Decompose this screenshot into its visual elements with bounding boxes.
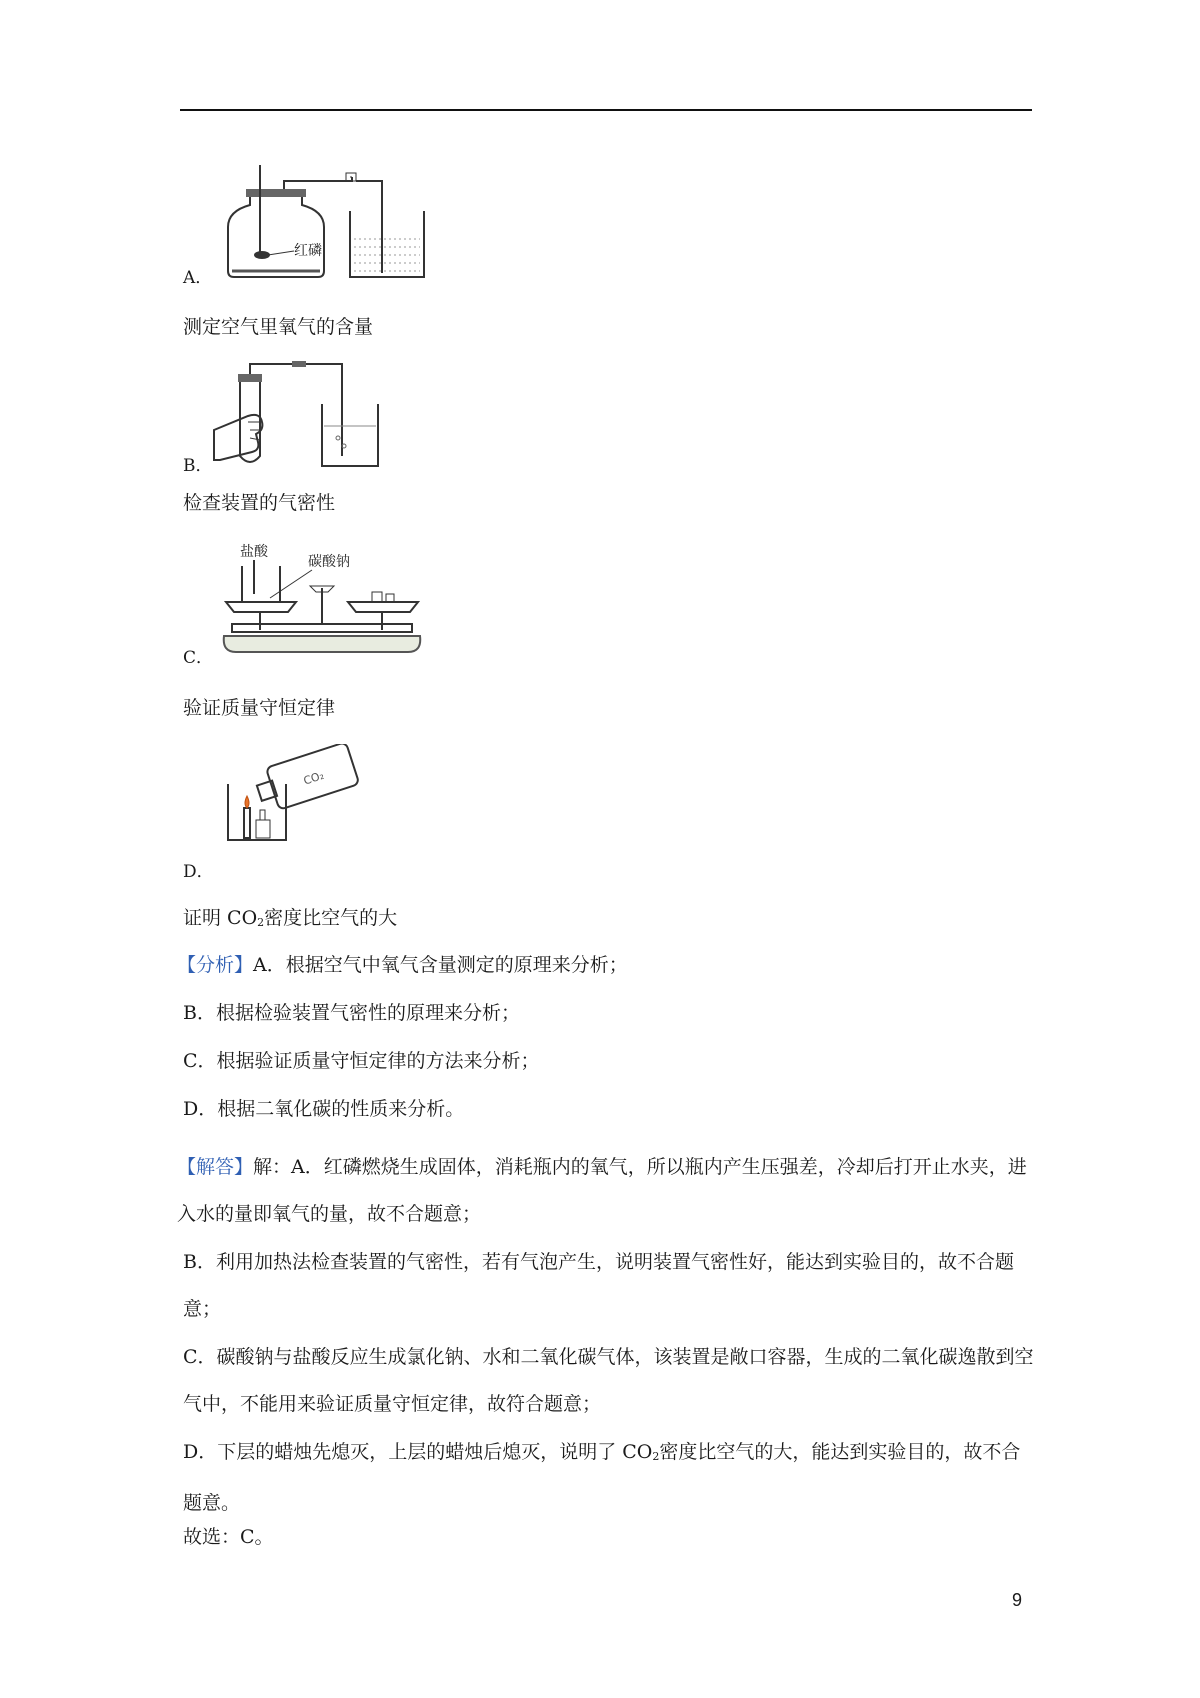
- option-d-caption: [183, 905, 397, 936]
- figure-d-co2-label: CO₂: [301, 768, 326, 788]
- header-rule: [180, 109, 1032, 111]
- answer-text-a: 解：A．红磷燃烧生成固体，消耗瓶内的氧气，所以瓶内产生压强差，冷却后打开止水夹，进入水的量即氧气的量，故不合题意；: [177, 1156, 1027, 1225]
- analysis-line-d: D．根据二氧化碳的性质来分析。: [183, 1098, 465, 1120]
- figure-a-red-phosphorus-label: 红磷: [294, 243, 322, 259]
- option-b-letter: B．: [183, 456, 213, 476]
- option-a-caption: 测定空气里氧气的含量: [183, 316, 374, 338]
- answer-paragraph-b: B．利用加热法检查装置的气密性，若有气泡产生，说明装置气密性好，能达到实验目的，故不合题意；: [183, 1251, 1014, 1320]
- answer-paragraph-c: C．碳酸钠与盐酸反应生成氯化钠、水和二氧化碳气体，该装置是敞口容器，生成的二氧化碳逸散到空气中，不能用来验证质量守恒定律，故符合题意；: [183, 1346, 1034, 1415]
- option-d-letter: D．: [183, 862, 214, 882]
- figure-b-apparatus: [212, 360, 392, 470]
- analysis-text-a: A．根据空气中氧气含量测定的原理来分析；: [253, 954, 628, 976]
- answer-conclusion: 故选：C。: [183, 1526, 274, 1548]
- option-c-caption: 验证质量守恒定律: [183, 697, 336, 719]
- analysis-line-a: [177, 952, 628, 978]
- option-a-letter: A．: [183, 268, 213, 288]
- figure-c-sodium-carbonate-label: 碳酸钠: [308, 554, 350, 570]
- answer-tag: 【解答】: [177, 1156, 254, 1178]
- option-b-caption: 检查装置的气密性: [183, 492, 336, 514]
- figure-a-apparatus: [222, 165, 462, 285]
- answer-paragraph-a: [177, 1144, 1037, 1238]
- answer-text-d-sub: 2: [652, 1450, 660, 1463]
- option-d-caption-pre: 证明 CO: [183, 907, 258, 929]
- analysis-tag: 【分析】: [177, 954, 254, 976]
- option-c-letter: C．: [183, 648, 214, 668]
- option-d-caption-post: 密度比空气的大: [264, 907, 398, 929]
- answer-text-d-post: 密度比空气的大，能达到实验目的，故不合题意。: [183, 1441, 1021, 1514]
- page-number: 9: [1012, 1590, 1023, 1610]
- analysis-line-b: B．根据检验装置气密性的原理来分析；: [183, 1002, 520, 1024]
- answer-text-d-pre: D．下层的蜡烛先熄灭，上层的蜡烛后熄灭，说明了 CO: [183, 1441, 653, 1463]
- figure-d-co2-candles: [222, 744, 362, 844]
- option-d-caption-sub: 2: [257, 916, 265, 929]
- analysis-line-c: C．根据验证质量守恒定律的方法来分析；: [183, 1050, 540, 1072]
- answer-paragraph-d: [183, 1429, 1035, 1527]
- figure-c-hydrochloric-acid-label: 盐酸: [240, 544, 268, 560]
- figure-c-balance: [222, 540, 422, 660]
